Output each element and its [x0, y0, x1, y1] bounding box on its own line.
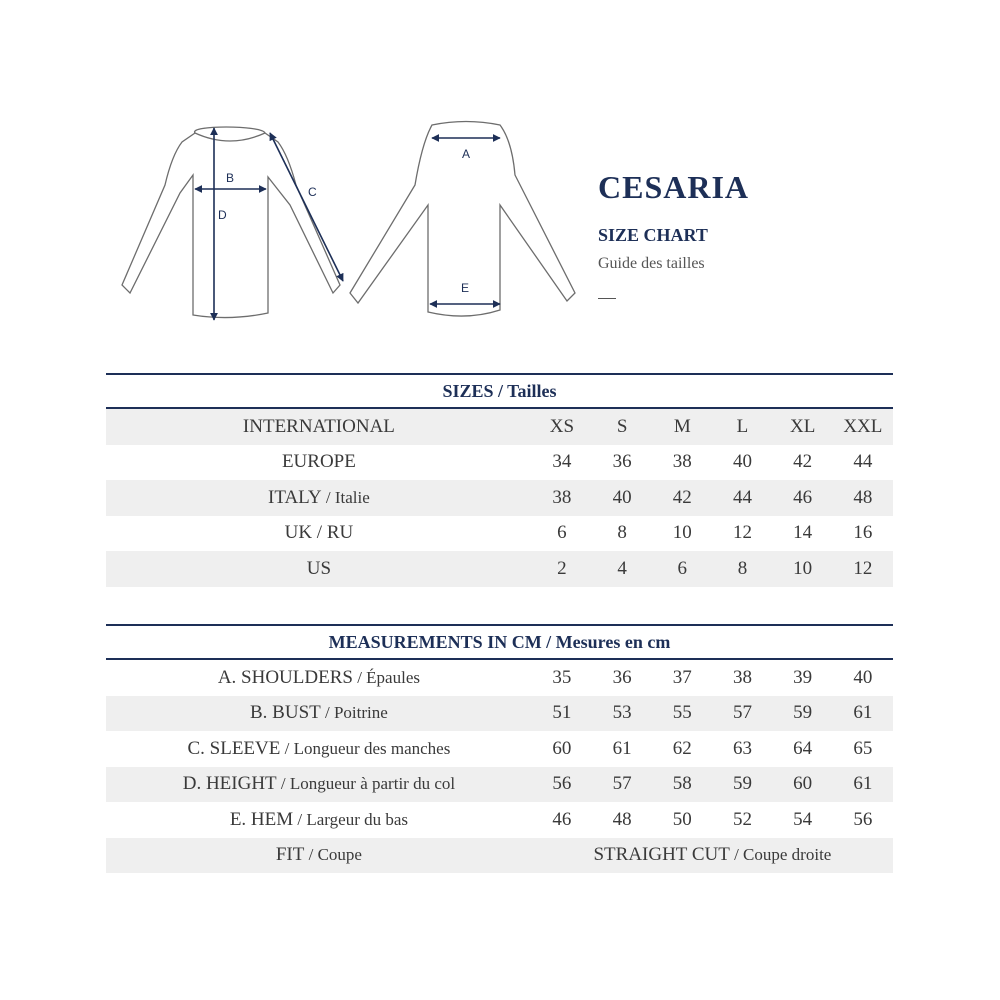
- table-cell: 40: [732, 451, 752, 473]
- sizes-heading: SIZES / Tailles: [106, 373, 893, 409]
- table-row: [106, 731, 893, 767]
- table-cell: 46: [793, 486, 813, 508]
- table-cell: 6: [677, 557, 688, 579]
- label-d: D: [218, 208, 227, 222]
- table-cell: XS: [549, 415, 575, 437]
- table-cell: 8: [617, 522, 627, 544]
- table-cell: 39: [793, 666, 813, 688]
- table-cell: M: [673, 415, 691, 437]
- brand-block: [598, 168, 898, 299]
- table-cell: 10: [672, 522, 692, 544]
- table-cell: 36: [612, 666, 632, 688]
- table-cell: 50: [672, 808, 692, 830]
- table-cell: 55: [672, 702, 692, 724]
- table-cell: 56: [853, 808, 873, 830]
- brand-name: CESARIA: [598, 169, 750, 205]
- table-row: [106, 480, 893, 516]
- table-cell: 35: [552, 666, 572, 688]
- sizes-table: [106, 373, 893, 587]
- label-b: B: [226, 171, 235, 185]
- table-cell: 42: [793, 451, 813, 473]
- row-label: ITALY / Italie: [268, 486, 370, 508]
- table-row: [106, 660, 893, 696]
- table-cell: 40: [612, 486, 632, 508]
- table-row: [106, 802, 893, 838]
- table-cell: 60: [793, 773, 813, 795]
- row-label: C. SLEEVE / Longueur des manches: [187, 737, 451, 759]
- table-cell: 44: [853, 451, 873, 473]
- label-e: E: [461, 281, 470, 295]
- table-cell: 64: [793, 737, 813, 759]
- row-label: EUROPE: [281, 451, 356, 473]
- table-cell: 42: [672, 486, 692, 508]
- table-cell: 61: [853, 773, 873, 795]
- front-measure-lines: [195, 128, 343, 320]
- table-row: [106, 551, 893, 587]
- sizes-rows: [106, 409, 893, 587]
- row-label: UK / RU: [284, 522, 354, 544]
- table-cell: 58: [672, 773, 692, 795]
- table-cell: 8: [737, 557, 748, 579]
- fit-label: FIT / Coupe: [275, 844, 362, 866]
- measurements-heading: MEASUREMENTS IN CM / Mesures en cm: [106, 624, 893, 660]
- label-a: A: [462, 147, 471, 161]
- table-cell: 59: [793, 702, 813, 724]
- table-cell: 12: [853, 557, 873, 579]
- table-cell: 54: [793, 808, 813, 830]
- table-cell: 51: [552, 702, 572, 724]
- table-cell: 65: [853, 737, 873, 759]
- table-cell: 62: [672, 737, 692, 759]
- fit-row: [106, 838, 893, 874]
- table-cell: 4: [617, 557, 627, 579]
- measurements-rows: [106, 660, 893, 838]
- table-row: [106, 767, 893, 803]
- back-measure-lines: [430, 138, 500, 304]
- table-row: [106, 445, 893, 481]
- table-cell: 48: [853, 486, 873, 508]
- table-cell: 46: [552, 808, 572, 830]
- row-label: A. SHOULDERS / Épaules: [217, 666, 420, 688]
- row-label: E. HEM / Largeur du bas: [229, 808, 409, 830]
- row-label: US: [306, 557, 332, 579]
- table-row: [106, 516, 893, 552]
- table-cell: 61: [853, 702, 873, 724]
- table-cell: 38: [552, 486, 572, 508]
- garment-size-diagram: [110, 115, 600, 330]
- table-cell: L: [736, 415, 749, 437]
- brand-dash: [598, 298, 616, 299]
- table-cell: 53: [612, 702, 632, 724]
- table-cell: 57: [732, 702, 752, 724]
- table-cell: S: [616, 415, 628, 437]
- table-cell: 61: [612, 737, 632, 759]
- table-cell: 60: [552, 737, 572, 759]
- table-cell: XL: [790, 415, 816, 437]
- measurements-table: [106, 624, 893, 873]
- row-label: INTERNATIONAL: [242, 415, 395, 437]
- row-label: B. BUST / Poitrine: [250, 702, 388, 724]
- table-row: [106, 696, 893, 732]
- row-label: D. HEIGHT / Longueur à partir du col: [182, 773, 456, 795]
- table-cell: 38: [672, 451, 692, 473]
- size-chart-title: SIZE CHART: [598, 225, 708, 245]
- table-cell: 44: [732, 486, 752, 508]
- table-cell: 14: [793, 522, 813, 544]
- table-cell: 6: [557, 522, 567, 544]
- table-cell: 52: [732, 808, 752, 830]
- fit-value: STRAIGHT CUT / Coupe droite: [593, 844, 832, 866]
- label-c: C: [308, 185, 317, 199]
- table-cell: 56: [552, 773, 572, 795]
- table-cell: 48: [612, 808, 632, 830]
- table-cell: 57: [612, 773, 632, 795]
- sleeve-measure-arrow: [270, 133, 343, 281]
- table-cell: XXL: [843, 415, 883, 437]
- table-cell: 10: [793, 557, 813, 579]
- table-cell: 34: [552, 451, 572, 473]
- table-cell: 40: [853, 666, 873, 688]
- front-view-garment: [122, 127, 340, 318]
- table-row: [106, 409, 893, 445]
- table-cell: 36: [612, 451, 632, 473]
- table-cell: 63: [732, 737, 752, 759]
- table-cell: 59: [732, 773, 752, 795]
- table-cell: 16: [853, 522, 873, 544]
- table-cell: 38: [732, 666, 752, 688]
- table-cell: 37: [672, 666, 692, 688]
- table-cell: 12: [732, 522, 752, 544]
- table-cell: 2: [557, 557, 567, 579]
- size-chart-subtitle-fr: Guide des tailles: [598, 255, 705, 272]
